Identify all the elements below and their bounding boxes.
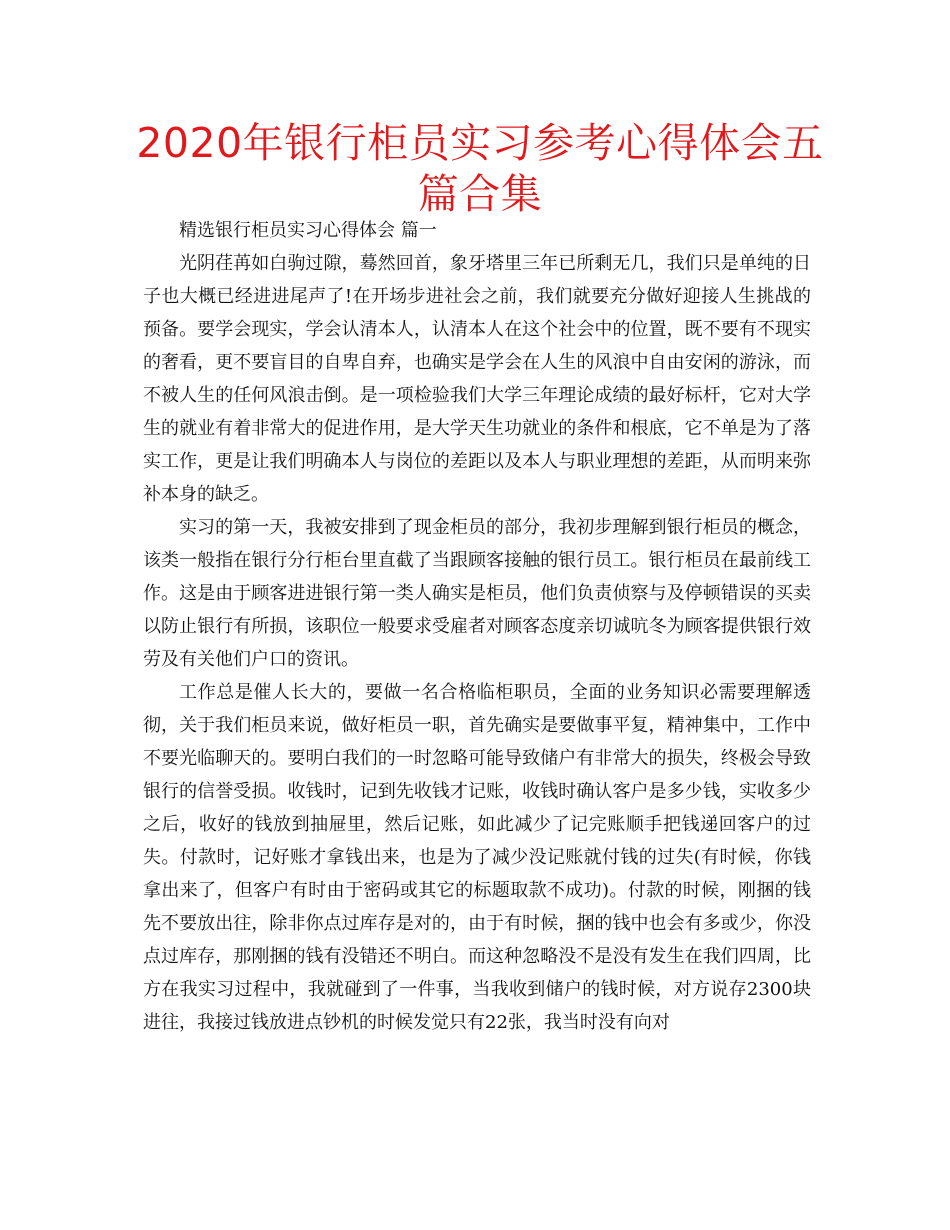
section-heading: 精选银行柜员实习心得体会 篇一 [179,220,437,241]
document-title: 2020年银行柜员实习参考心得体会五篇合集 [136,119,824,218]
paragraph-1: 光阴荏苒如白驹过隙，蓦然回首，象牙塔里三年已所剩无几，我们只是单纯的日子也大概已经进进尾声了!在开场步进社会之前，我们就要充分做好迎接人生挑战的预备。要学会现实，学会认清本人，认清本人在这个社会中的位置，既不要有不现实的奢看，更不要盲目的自卑自弃，也确实是学会在人生的风浪中自由安闲的游泳，而不被人生的任何风浪击倒。是一项检验我们大学三年理论成绩的最好标杆，它对大学生的就业有着非常大的促进作用，是大学天生功就业的条件和根底，它不单是为了落实工作，更是让我们明确本人与岗位的差距以及本人与职业理想的差距，从而明来弥补本身的缺乏。 [143,253,811,505]
document-body [143,214,811,1039]
paragraph-2: 实习的第一天，我被安排到了现金柜员的部分，我初步理解到银行柜员的概念，该类一般指在银行分行柜台里直截了当跟顾客接触的银行员工。银行柜员在最前线工作。这是由于顾客进进银行第一类人确实是柜员，他们负责侦察与及停顿错误的买卖以防止银行有所损，该职位一般要求受雇者对顾客态度亲切诚吭冬为顾客提供银行效劳及有关他们户口的资讯。 [143,517,811,670]
paragraph-3: 工作总是催人长大的，要做一名合格临柜职员，全面的业务知识必需要理解透彻，关于我们柜员来说，做好柜员一职，首先确实是要做事平复，精神集中，工作中不要光临聊天的。要明白我们的一时忽略可能导致储户有非常大的损失，终极会导致银行的信誉受损。收钱时，记到先收钱才记账，收钱时确认客户是多少钱，实收多少之后，收好的钱放到抽屉里，然后记账，如此减少了记完账顺手把钱递回客户的过失。付款时，记好账才拿钱出来，也是为了减少没记账就付钱的过失(有时候，你钱拿出来了，但客户有时由于密码或其它的标题取款不成功)。付款的时候，刚捆的钱先不要放出往，除非你点过库存是对的，由于有时候，捆的钱中也会有多或少，你没点过库存，那刚捆的钱有没错还不明白。而这种忽略没不是没有发生在我们四周，比方在我实习过程中，我就碰到了一件事，当我收到储户的钱时候，对方说存2300块进往，我接过钱放进点钞机的时候发觉只有22张，我当时没有向对 [143,682,811,1033]
